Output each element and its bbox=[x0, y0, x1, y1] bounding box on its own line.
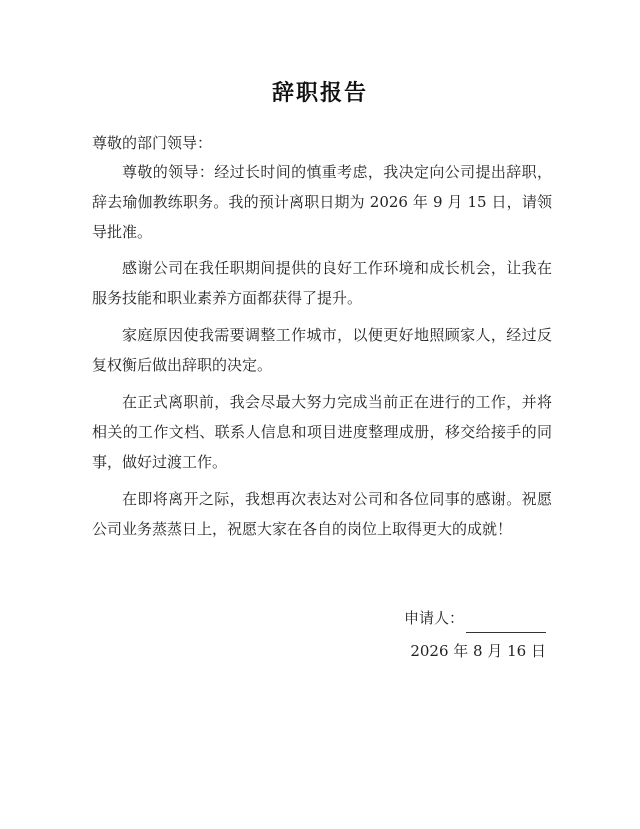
applicant-label: 申请人： bbox=[403, 609, 464, 627]
signature-line bbox=[466, 612, 546, 633]
paragraph-handover: 在正式离职前，我会尽最大努力完成当前正在进行的工作，并将相关的工作文档、联系人信息和项目进度整理成册，移交给接手的同事，做好过渡工作。 bbox=[92, 393, 552, 471]
paragraph-reason: 家庭原因使我需要调整工作城市，以便更好地照顾家人，经过反复权衡后做出辞职的决定。 bbox=[92, 326, 552, 374]
letter-date: 2026 年 8 月 16 日 bbox=[410, 642, 546, 660]
salutation: 尊敬的部门领导： bbox=[92, 134, 213, 152]
document-title: 辞职报告 bbox=[271, 81, 368, 106]
paragraph-gratitude: 感谢公司在我任职期间提供的良好工作环境和成长机会，让我在服务技能和职业素养方面都获得了提升。 bbox=[92, 259, 552, 307]
signature-block bbox=[404, 603, 546, 633]
paragraph-resignation-request: 尊敬的领导：经过长时间的慎重考虑，我决定向公司提出辞职，辞去瑜伽教练职务。我的预计离职日期为 2026 年 9 月 15 日，请领导批准。 bbox=[92, 163, 552, 241]
paragraph-closing-wishes: 在即将离开之际，我想再次表达对公司和各位同事的感谢。祝愿公司业务蒸蒸日上，祝愿大家在各自的岗位上取得更大的成就！ bbox=[92, 490, 552, 538]
